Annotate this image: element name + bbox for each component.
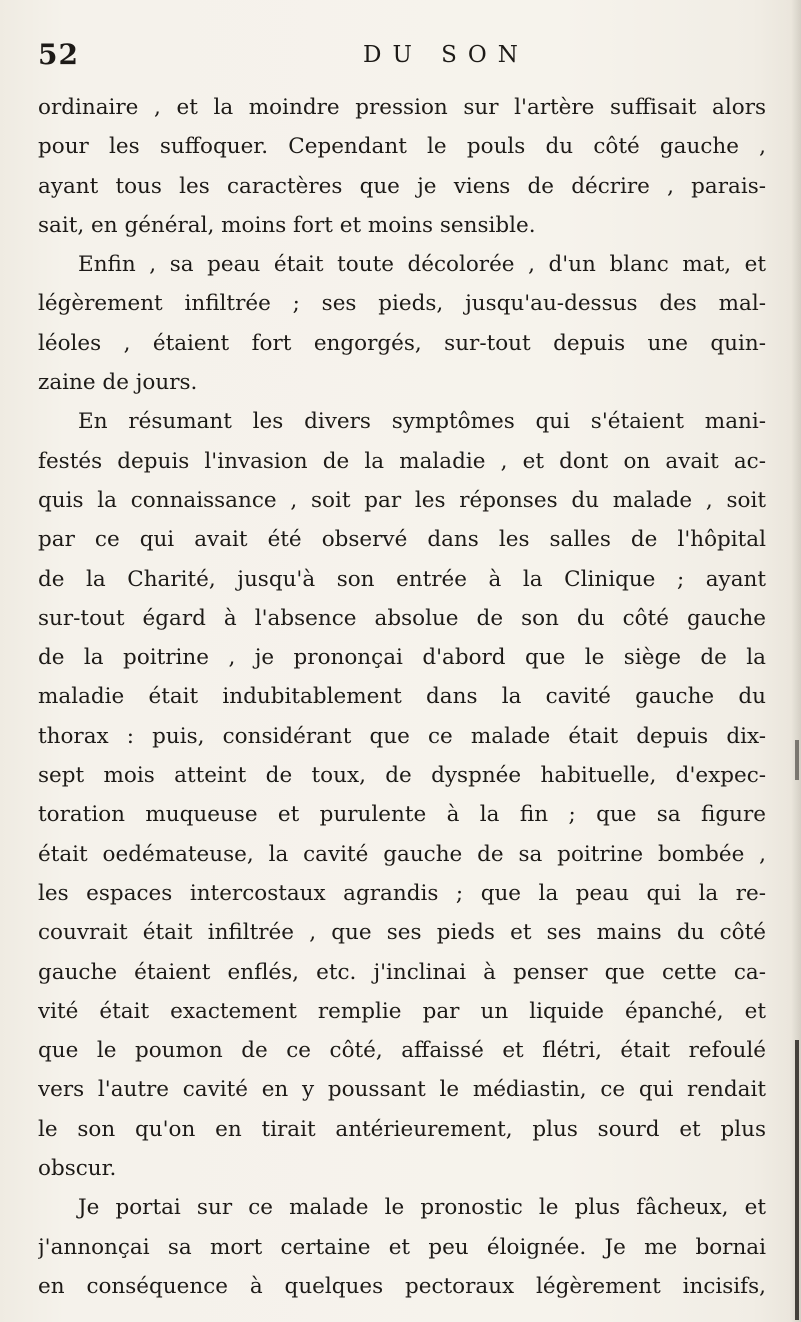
binding-edge-mark [795, 1040, 799, 1320]
text-line: de la Charité, jusqu'à son entrée à la Clinique ; ayant [38, 566, 766, 592]
binding-edge-mark [795, 740, 799, 780]
text-line: par ce qui avait été observé dans les salles de l'hôpital [38, 527, 766, 553]
text-line: que le poumon de ce côté, affaissé et flétri, était refoulé [38, 1038, 766, 1064]
text-line: vité était exactement remplie par un liquide épanché, et [38, 998, 766, 1024]
text-line: ayant tous les caractères que je viens de décrire , parais- [38, 173, 766, 199]
body-text [38, 88, 766, 1306]
text-line: en conséquence à quelques pectoraux légèrement incisifs, [38, 1273, 766, 1299]
text-line: thorax : puis, considérant que ce malade était depuis dix- [38, 723, 766, 749]
text-line: le son qu'on en tirait antérieurement, plus sourd et plus [38, 1116, 766, 1142]
page-number: 52 [38, 38, 79, 71]
text-line: obscur. [38, 1156, 117, 1182]
text-line: légèrement infiltrée ; ses pieds, jusqu'au-dessus des mal- [38, 291, 766, 317]
text-line: En résumant les divers symptômes qui s'étaient mani- [78, 409, 766, 435]
text-line: sur-tout égard à l'absence absolue de son du côté gauche [38, 605, 766, 631]
text-line: vers l'autre cavité en y poussant le médiastin, ce qui rendait [38, 1077, 766, 1103]
text-line: était oedémateuse, la cavité gauche de sa poitrine bombée , [38, 841, 766, 867]
text-line: j'annonçai sa mort certaine et peu éloignée. Je me bornai [38, 1234, 766, 1260]
text-line: toration muqueuse et purulente à la fin ; que sa figure [38, 802, 766, 828]
text-line: sait, en général, moins fort et moins sensible. [38, 212, 536, 238]
text-line: léoles , étaient fort engorgés, sur-tout depuis une quin- [38, 330, 766, 356]
text-line: de la poitrine , je prononçai d'abord que le siège de la [38, 645, 766, 671]
text-line: quis la connaissance , soit par les réponses du malade , soit [38, 487, 766, 513]
text-line: pour les suffoquer. Cependant le pouls du côté gauche , [38, 134, 766, 160]
text-line: ordinaire , et la moindre pression sur l'artère suffisait alors [38, 95, 766, 120]
page-header [38, 38, 766, 80]
text-line: gauche étaient enflés, etc. j'inclinai à penser que cette ca- [38, 959, 766, 985]
text-line: Je portai sur ce malade le pronostic le plus fâcheux, et [78, 1195, 766, 1221]
text-line: festés depuis l'invasion de la maladie , et dont on avait ac- [38, 448, 766, 474]
text-line: zaine de jours. [38, 370, 198, 396]
running-title: DU SON [363, 42, 529, 68]
text-line: les espaces intercostaux agrandis ; que la peau qui la re- [38, 880, 766, 906]
text-line: sept mois atteint de toux, de dyspnée habituelle, d'expec- [38, 763, 766, 789]
text-line: Enfin , sa peau était toute décolorée , d'un blanc mat, et [78, 252, 766, 278]
text-line: maladie était indubitablement dans la cavité gauche du [38, 684, 766, 710]
text-line: couvrait était infiltrée , que ses pieds et ses mains du côté [38, 920, 766, 946]
